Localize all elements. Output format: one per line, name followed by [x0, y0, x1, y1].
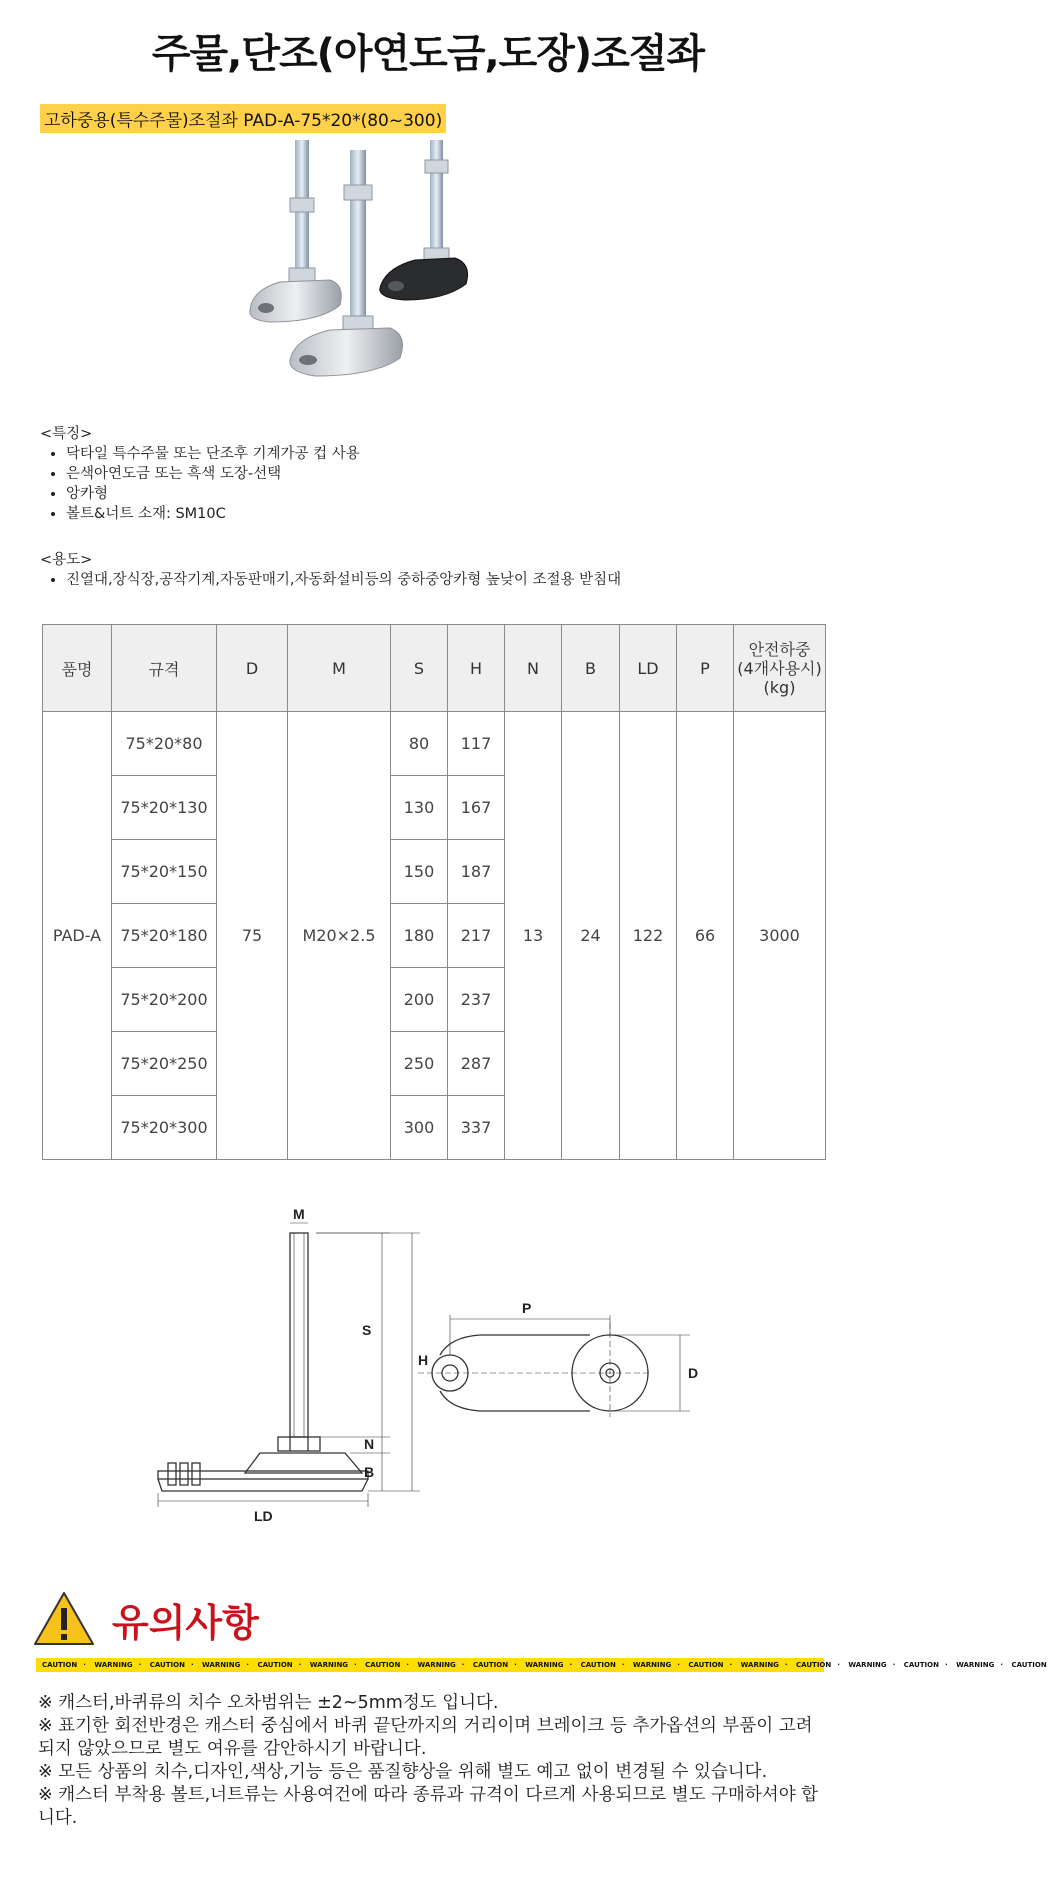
- col-header-n: N: [505, 625, 562, 712]
- note-item: ※ 표기한 회전반경은 캐스터 중심에서 바퀴 끝단까지의 거리이며 브레이크 등 추가옵션의 부품이 고려되지 않았으므로 별도 여유를 감안하시기 바랍니다.: [38, 1716, 813, 1759]
- feature-item: • 볼트&너트 소재: SM10C: [66, 504, 360, 524]
- cell-spec: 75*20*180: [112, 904, 217, 968]
- col-header-d: D: [217, 625, 288, 712]
- tape-word: CAUTION: [149, 1661, 185, 1669]
- feature-item: • 닥타일 특수주물 또는 단조후 기계가공 컵 사용: [66, 444, 360, 464]
- col-header-spec: 규격: [112, 625, 217, 712]
- feature-item: • 은색아연도금 또는 흑색 도장-선택: [66, 464, 360, 484]
- cell-h: 117: [448, 712, 505, 776]
- dimension-drawing: [150, 1205, 730, 1535]
- cell-s: 250: [391, 1032, 448, 1096]
- tape-word: CAUTION: [365, 1661, 401, 1669]
- col-header-p: P: [677, 625, 734, 712]
- col-header-h: H: [448, 625, 505, 712]
- cell-d: 75: [217, 712, 288, 1160]
- features-list: [40, 444, 360, 524]
- spec-table: [42, 624, 826, 1160]
- tape-word: WARNING: [94, 1661, 133, 1669]
- cell-product: PAD-A: [43, 712, 112, 1160]
- col-header-name: 품명: [43, 625, 112, 712]
- page-title: 주물,단조(아연도금,도장)조절좌: [151, 31, 705, 77]
- cell-h: 167: [448, 776, 505, 840]
- cell-p: 66: [677, 712, 734, 1160]
- foot-left: [250, 140, 341, 322]
- tape-word: CAUTION: [796, 1661, 832, 1669]
- cell-s: 200: [391, 968, 448, 1032]
- label-m: M: [293, 1206, 305, 1222]
- caution-tape: CAUTION · WARNING · CAUTION · WARNING · CAUTION · WARNING · CAUTION · WARNING · CAUTION · WARNING · CAUTION · WARNING · CAUTION · WARNING · CAUTION · WARNING · CAUTION · WARNING · CAUTION: [36, 1658, 824, 1672]
- table-row: [43, 712, 826, 776]
- cell-spec: 75*20*300: [112, 1096, 217, 1160]
- usage-section: [40, 550, 621, 590]
- label-ld: LD: [254, 1508, 273, 1524]
- note-item: ※ 모든 상품의 치수,디자인,색상,기능 등은 품질향상을 위해 별도 예고 없이 변경될 수 있습니다.: [38, 1762, 768, 1782]
- label-d: D: [688, 1365, 699, 1381]
- tape-word: WARNING: [202, 1661, 241, 1669]
- caution-notes: [38, 1692, 828, 1830]
- cell-h: 187: [448, 840, 505, 904]
- cell-h: 287: [448, 1032, 505, 1096]
- product-subtitle: 고하중용(특수주물)조절좌 PAD-A-75*20*(80~300): [40, 104, 446, 133]
- product-photo: [240, 140, 660, 440]
- cell-s: 180: [391, 904, 448, 968]
- cell-spec: 75*20*200: [112, 968, 217, 1032]
- col-header-ld: LD: [620, 625, 677, 712]
- cell-s: 80: [391, 712, 448, 776]
- note-item: ※ 캐스터 부착용 볼트,너트류는 사용여건에 따라 종류과 규격이 다르게 사용되므로 별도 구매하셔야 합니다.: [38, 1785, 819, 1828]
- label-s: S: [362, 1322, 372, 1338]
- col-header-m: M: [288, 625, 391, 712]
- label-b: B: [364, 1464, 375, 1480]
- cell-s: 150: [391, 840, 448, 904]
- cell-spec: 75*20*150: [112, 840, 217, 904]
- tape-word: CAUTION: [688, 1661, 724, 1669]
- note-item: ※ 캐스터,바퀴류의 치수 오차범위는 ±2~5mm정도 입니다.: [38, 1693, 499, 1713]
- tape-word: CAUTION: [580, 1661, 616, 1669]
- label-p: P: [522, 1300, 532, 1316]
- tape-word: CAUTION: [257, 1661, 293, 1669]
- tape-word: WARNING: [417, 1661, 456, 1669]
- col-header-s: S: [391, 625, 448, 712]
- features-section: [40, 424, 360, 524]
- cell-s: 130: [391, 776, 448, 840]
- tape-word: WARNING: [632, 1661, 672, 1669]
- usage-list: [40, 570, 621, 590]
- col-header-load: 안전하중 (4개사용시) (kg): [734, 625, 826, 712]
- table-header-row: [43, 625, 826, 712]
- foot-right: [380, 140, 468, 300]
- cell-n: 13: [505, 712, 562, 1160]
- label-h: H: [418, 1352, 429, 1368]
- cell-spec: 75*20*130: [112, 776, 217, 840]
- tape-word: WARNING: [309, 1661, 349, 1669]
- tape-word: CAUTION: [1011, 1661, 1047, 1669]
- feature-item: • 앙카형: [66, 484, 360, 504]
- usage-heading: <용도>: [40, 552, 93, 568]
- usage-item: • 진열대,장식장,공작기계,자동판매기,자동화설비등의 중하중앙카형 높낮이 조절용 받침대: [66, 570, 621, 590]
- col-header-b: B: [562, 625, 620, 712]
- tape-word: WARNING: [956, 1661, 995, 1669]
- tape-word: CAUTION: [42, 1661, 78, 1669]
- label-n: N: [364, 1436, 375, 1452]
- cell-s: 300: [391, 1096, 448, 1160]
- cell-ld: 122: [620, 712, 677, 1160]
- cell-h: 337: [448, 1096, 505, 1160]
- cell-m: M20×2.5: [288, 712, 391, 1160]
- warning-icon: [32, 1590, 96, 1648]
- tape-word: CAUTION: [903, 1661, 939, 1669]
- features-heading: <특징>: [40, 426, 93, 442]
- cell-spec: 75*20*250: [112, 1032, 217, 1096]
- cell-h: 217: [448, 904, 505, 968]
- tape-word: WARNING: [525, 1661, 564, 1669]
- tape-word: WARNING: [848, 1661, 887, 1669]
- caution-title: 유의사항: [112, 1601, 259, 1645]
- tape-word: CAUTION: [472, 1661, 509, 1669]
- tape-word: WARNING: [740, 1661, 779, 1669]
- cell-spec: 75*20*80: [112, 712, 217, 776]
- cell-h: 237: [448, 968, 505, 1032]
- cell-load: 3000: [734, 712, 826, 1160]
- cell-b: 24: [562, 712, 620, 1160]
